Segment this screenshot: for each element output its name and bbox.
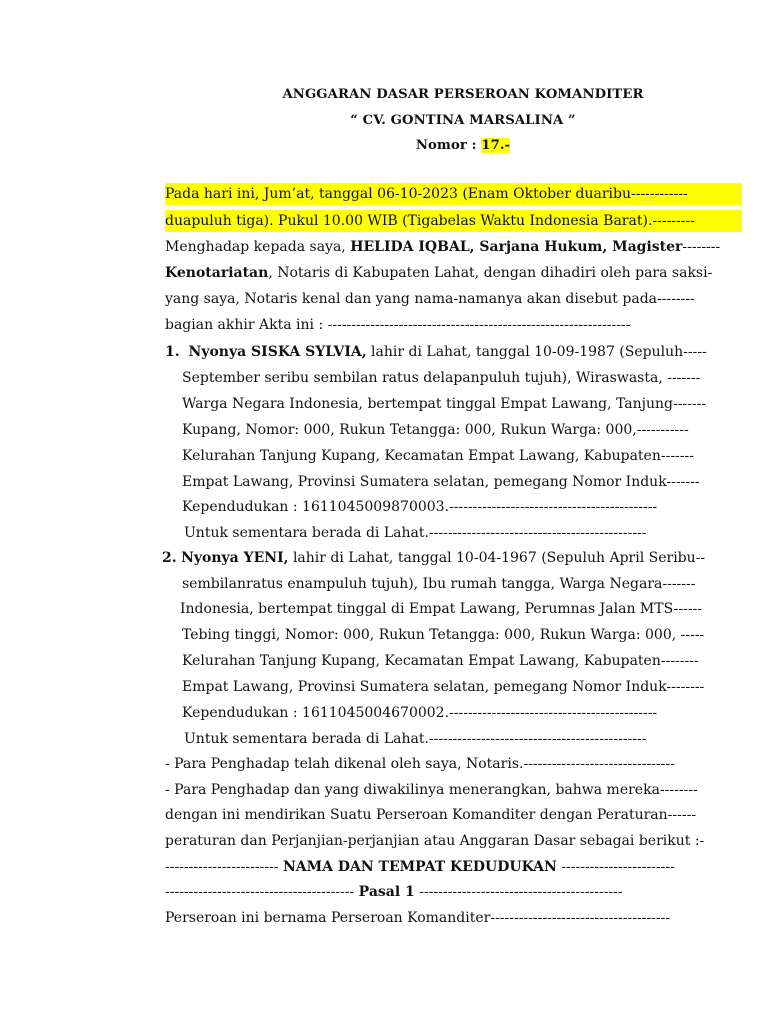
declaration-line-1: - Para Penghadap telah dikenal oleh saya, Notaris.-------------------------------- [165, 756, 675, 772]
nomor-label: Nomor : [415, 138, 477, 153]
text-segment: lahir di Lahat, tanggal 10-04-1967 (Sepuluh April Seribu-- [288, 550, 706, 566]
document-title: ANGGARAN DASAR PERSEROAN KOMANDITER [282, 87, 644, 102]
party-2-name: Nyonya YENI, [181, 550, 289, 566]
party-1-line-2: September seribu sembilan ratus delapanpuluh tujuh), Wiraswasta, ------- [182, 370, 701, 386]
dash-run: ------------------------ [165, 859, 283, 875]
party-2-number: 2. [162, 550, 177, 566]
opening-line-2: duapuluh tiga). Pukul 10.00 WIB (Tigabelas Waktu Indonesia Barat).--------- [165, 210, 742, 232]
opening-line-6: bagian akhir Akta ini : ---------------------------------------------------------------- [165, 317, 631, 333]
text-segment: , Notaris di Kabupaten Lahat, dengan dihadiri oleh para saksi- [268, 265, 713, 281]
deed-number [0, 138, 768, 153]
opening-line-1: Pada hari ini, Jum’at, tanggal 06-10-2023 (Enam Oktober duaribu------------ [165, 183, 742, 205]
party-1-line-4: Kupang, Nomor: 000, Rukun Tetangga: 000, Rukun Warga: 000,----------- [182, 422, 689, 438]
opening-line-5: yang saya, Notaris kenal dan yang nama-namanya akan disebut pada-------- [165, 291, 695, 307]
party-2-line-3: Indonesia, bertempat tinggal di Empat Lawang, Perumnas Jalan MTS------ [180, 601, 703, 617]
nomor-value: 17.- [481, 138, 511, 153]
dash-run: ------------------------ [556, 859, 675, 875]
text-segment: Menghadap kepada saya, [165, 239, 351, 255]
opening-line-3 [165, 236, 742, 258]
party-1-line-5: Kelurahan Tanjung Kupang, Kecamatan Empat Lawang, Kabupaten------- [182, 448, 694, 464]
notary-name: HELIDA IQBAL, Sarjana Hukum, Magister [350, 239, 683, 255]
party-2-line-1 [162, 547, 742, 569]
text-segment: -------- [682, 239, 721, 255]
party-1-name: Nyonya SISKA SYLVIA, [188, 344, 367, 360]
company-name: “ CV. GONTINA MARSALINA ” [350, 113, 576, 128]
dash-run: ---------------------------------------- [165, 884, 359, 900]
declaration-line-4: peraturan dan Perjanjian-perjanjian atau Anggaran Dasar sebagai berikut :- [165, 833, 705, 849]
party-2-line-5: Kelurahan Tanjung Kupang, Kecamatan Empat Lawang, Kabupaten-------- [182, 653, 699, 669]
dash-run: ------------------------------------------- [414, 884, 623, 900]
article-title: Pasal 1 [358, 884, 415, 900]
party-2-line-8: Untuk sementara berada di Lahat.---------------------------------------------- [184, 731, 647, 747]
declaration-line-2: - Para Penghadap dan yang diwakilinya menerangkan, bahwa mereka-------- [165, 782, 698, 798]
party-2-line-7: Kependudukan : 1611045004670002.-------------------------------------------- [182, 705, 658, 721]
party-1-line-6: Empat Lawang, Provinsi Sumatera selatan, pemegang Nomor Induk------- [182, 474, 700, 490]
section-title: NAMA DAN TEMPAT KEDUDUKAN [282, 859, 557, 875]
party-1-line-1 [165, 341, 742, 363]
party-2-line-6: Empat Lawang, Provinsi Sumatera selatan, pemegang Nomor Induk-------- [182, 679, 705, 695]
article-heading [165, 881, 742, 903]
party-1-line-8: Untuk sementara berada di Lahat.---------------------------------------------- [184, 525, 647, 541]
declaration-line-3: dengan ini mendirikan Suatu Perseroan Komanditer dengan Peraturan------ [165, 807, 697, 823]
article-1-line-1: Perseroan ini bernama Perseroan Komanditer-------------------------------------- [165, 910, 671, 926]
party-2-line-2: sembilanratus enampuluh tujuh), Ibu rumah tangga, Warga Negara------- [182, 576, 696, 592]
opening-line-4 [165, 262, 742, 284]
party-1-line-7: Kependudukan : 1611045009870003.-------------------------------------------- [182, 499, 658, 515]
text-segment: lahir di Lahat, tanggal 10-09-1987 (Sepuluh----- [366, 344, 707, 360]
notary-title: Kenotariatan [165, 265, 269, 281]
party-1-line-3: Warga Negara Indonesia, bertempat tinggal Empat Lawang, Tanjung------- [182, 396, 707, 412]
party-2-line-4: Tebing tinggi, Nomor: 000, Rukun Tetangga: 000, Rukun Warga: 000, ----- [182, 627, 705, 643]
party-1-number: 1. [165, 344, 180, 360]
section-heading [165, 856, 742, 878]
